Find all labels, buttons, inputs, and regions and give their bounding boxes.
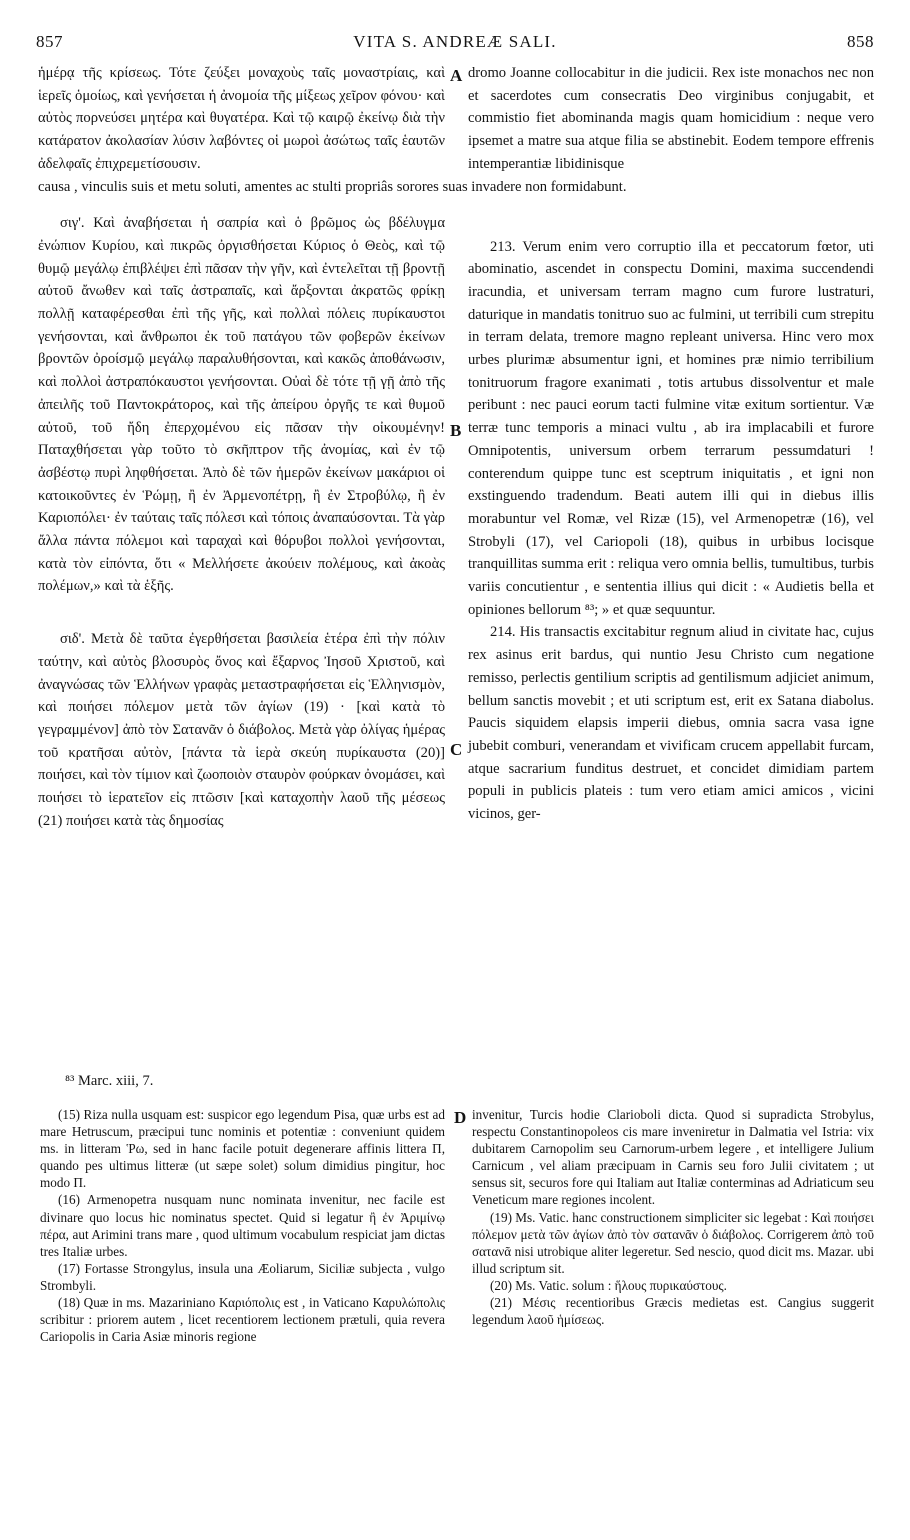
- margin-letter-d: D: [454, 1108, 467, 1127]
- margin-letter-b: B: [450, 421, 462, 440]
- notes-left-column: [40, 1106, 445, 1345]
- running-title: VITA S. ANDREÆ SALI.: [353, 32, 557, 51]
- greek-paragraph-1: ἡμέρᾳ τῆς κρίσεως. Τότε ζεύξει μοναχοὺς ταῖς μοναστρίαις, καὶ ἱερεῖς ὁμοίως, καὶ γενήσεται ἡ ἀνομοία τῆς μίξεως χεῖρον φόνου· καὶ αὐτὸς πορνεύσει μητέρα καὶ θυγατέρα. Καὶ τῷ καιρῷ ἐκείνῳ διὰ τὴν κατάρατον ἀκολασίαν λύσιν λαβόντες οἱ μωροὶ ἀσώτως ταῖς ἑαυτῶν ἀδελφαῖς ἐπιχρεμετίσουσιν.: [38, 65, 445, 172]
- latin-paragraph-213: 213. Verum enim vero corruptio illa et peccatorum fœtor, uti abominatio, ascendet in conspectu Domini, maxima succendendi iracundia, et universam terram magno cum furore lustraturi, daturique in mandatis tonitruo suo ac fulmini, ut terribili cum strepitu in terram delata, tremore magno repleant universa. Hinc vero mox urbes plurimæ absumentur igni, et homines præ nimio terribilium tonitruorum fragore exanimati , totis artubus dissolventur et male peribunt : nec pauci eorum tacti fulmine vitæ exitum sortientur. Væ terræ tunc temporis a minaci vultu , ab ira implacabili et furore Omnipotentis, universum orbem terrarum pessumdaturi ! conterendum quippe tunc est sceptrum iniquitatis , et igni non exstinguendo tradendum. Beati autem illi qui in diebus illis morabuntur vel Romæ, vel Rizæ (15), vel Armenopetræ (16), vel Strobyli (17), vel Cariopoli (18), quibus in urbibus locisque tranquillitas summa erit : reliqua vero omnia bellis, tumultibus, turbis variis concutientur , e sententia illius qui dicit : « Audietis bella et opiniones bellorum ⁸³; » et quæ sequuntur.: [468, 238, 874, 618]
- scripture-footnote: ⁸³ Marc. xiii, 7.: [65, 1073, 154, 1089]
- note-18-continued: invenitur, Turcis hodie Clarioboli dicta. Quod si supradicta Strobylus, respectu Constantinopoleos cis mare inveniretur in Dalmatia vel Istria: vix dubitarem Carnopolim seu Carnorum-urbem legere , et intelligere Julium Carnicum , vel aliam præcipuam in Carnis seu foro Julii civitatem ; ut sensus sit, securos fore qui Italiam aut Italiæ conterminas ad Adriaticum seu Veneticum mare regiones incolent.: [472, 1107, 874, 1208]
- latin-overflow-line: causa , vinculis suis et metu soluti, amentes ac stulti propriâs sorores suas invadere non formidabunt.: [38, 178, 627, 195]
- note-19: (19) Ms. Vatic. hanc constructionem simpliciter sic legebat : Καὶ ποιήσει πόλεμον μετὰ τῶν ἁγίων ἀπὸ τὸν σατανᾶν ὁ διάβολος. Corrigerem ἀπὸ τοῦ σατανᾶ nisi utrobique aliter legeretur. Sed nescio, quod dicit ms. Mazar. ubi illud scriptum sit.: [472, 1209, 874, 1276]
- notes-right-column: [472, 1106, 874, 1328]
- latin-column: [468, 62, 874, 826]
- margin-letter-c: C: [450, 740, 463, 759]
- note-21: (21) Μέσις recentioribus Græcis medietas est. Cangius suggerit legendum λαοῦ ἡμίσεως.: [472, 1295, 874, 1328]
- greek-paragraph-214: σιδ'. Μετὰ δὲ ταῦτα ἐγερθήσεται βασιλεία ἑτέρα ἐπὶ τὴν πόλιν ταύτην, καὶ αὐτὸς βλοσυρὸς ὄνος καὶ ἔξαρνος Ἰησοῦ Χριστοῦ, καὶ ἀναγνώσας τῶν Ἑλλήνων γραφὰς μεταστραφήσεται εἰς Ἑλληνισμὸν, καὶ ποιήσει πόλεμον μετὰ τῶν ἁγίων (19) · [καὶ κατὰ τὸ γεγραμμένον] ἀπὸ τὸν Σατανᾶν ὁ διάβολος. Μετὰ γὰρ ὀλίγας ἡμέρας τοῦ κρατῆσαι αὐτὸν, [πάντα τὰ ἱερὰ σκεύη πυρίκαυστα (20)] ποιήσει, καὶ τὸν τίμιον καὶ ζωοποιὸν σταυρὸν φούρκαν ὀνομάσει, καὶ ποιήσει τὸ ἱερατεῖον εἰς πτῶσιν [καὶ καταχοπὴν λαοῦ τῆς μέσεως (21) ποιήσει κατὰ τὰς δημοσίας: [38, 631, 445, 829]
- page-number-left: 857: [36, 32, 63, 51]
- note-15: (15) Riza nulla usquam est: suspicor ego legendum Pisa, quæ urbs est ad mare Hetruscum, præcipui tunc nominis et potentiæ : conveniunt quidem ms. in litteram Ῥω, sed in hanc facile potuit degenerare affinis littera Π, quando pes ultimus litteræ (ut sæpe solet) solum dimidius pingitur, hoc modo Π.: [40, 1107, 445, 1191]
- running-head: [36, 32, 874, 56]
- margin-letter-a: A: [450, 66, 463, 85]
- note-20: (20) Ms. Vatic. solum : ἥλους πυρικαύστους.: [490, 1277, 727, 1293]
- note-17: (17) Fortasse Strongylus, insula una Æoliarum, Siciliæ subjecta , vulgo Strombyli.: [40, 1260, 445, 1293]
- note-16: (16) Armenopetra nusquam nunc nominata invenitur, nec facile est divinare quo locus hic nominatus spectet. Quid si legatur ἢ ἐν Ἀριμίνῳ πέρα, aut Arimini trans mare , quod ultimum vocabulum respiciat jam dictas tres Italiæ urbes.: [40, 1192, 445, 1259]
- note-18: (18) Quæ in ms. Mazariniano Καριόπολις est , in Vaticano Καρυλώπολις scribitur : priorem autem , licet recentiorem lectionem prætuli, quia revera Cariopolis in Caria Asiæ minoris regione: [40, 1295, 445, 1345]
- page-number-right: 858: [847, 32, 874, 51]
- greek-column: [38, 62, 627, 833]
- latin-paragraph-214: 214. His transactis excitabitur regnum aliud in civitate hac, cujus rex asinus erit bardus, qui nuntio Jesu Christo cum negatione remisso, perlectis gentilium scriptis ad gentilismum adjiciet animum, bellum sanctis movebit ; et uti scriptum est, erit ex Satana diabolus. Paucis siquidem elapsis imperii diebus, omnia sacra vasa igne jubebit comburi, venerandam et vivificam crucem appellabit furcam, atque sacrarium funditus destruet, et concidet dimidiam partem populi in publicis plateis : tum vero etiam amici amicos , vicini vicinos, ger-: [468, 624, 874, 823]
- latin-paragraph-1: dromo Joanne collocabitur in die judicii. Rex iste monachos nec non et sacerdotes cum consecratis Deo virginibus conjugabit, et commistio fiet abominanda magis quam homicidium : neque vero ipsemet a matre sua atque filia se abstinebit. Eodem tempore effrenis intemperantiæ libidinisque: [468, 65, 874, 172]
- greek-paragraph-213: σιγ'. Καὶ ἀναβήσεται ἡ σαπρία καὶ ὁ βρῶμος ὡς βδέλυγμα ἐνώπιον Κυρίου, καὶ πικρῶς ὀργισθήσεται Κύριος ὁ Θεὸς, καὶ τῷ θυμῷ μεγάλῳ ἐπιβλέψει ἐπὶ πᾶσαν τὴν γῆν, καὶ ἐντελεῖται τῇ βροντῇ αὐτοῦ ἄνωθεν καὶ ταῖς ἀστραπαῖς, καὶ ἄρξονται ἀκρατῶς φρίκῃ πολλῇ καταφέρεσθαι ἐπὶ τῆς γῆς, καὶ πολλαὶ πόλεις πυρίκαυστοι γενήσονται, καὶ ἄνθρωποι ἐκ τοῦ πατάγου τῶν φοβερῶν ἐκείνων βροντῶν ὀροίσμῷ μεγάλῳ παραλυθήσονται, καὶ κακῶς ἀποθάνωσιν, καὶ πολλοὶ ἀστραπόκαυστοι γενήσονται. Οὐαὶ δὲ τότε τῇ γῇ ἀπὸ τῆς ἀπειλῆς τοῦ Παντοκράτορος, καὶ τῆς ἀπείρου ὀργῆς τε καὶ θυμοῦ αὐτοῦ, τοῦ ἤδη ἐπερχομένου εἰς πᾶσαν τὴν οἰκουμένην! Παταχθήσεται γὰρ τοῦτο τὸ σκῆπτρον τῆς ἀνομίας, καὶ ἐν τῷ ἀσβέστῳ πυρὶ ληφθήσεται. Ἀπὸ δὲ τῶν ἡμερῶν ἐκείνων μακάριοι οἱ κατοικοῦντες ἐν Ῥώμῃ, ἢ ἐν Ἀρμενοπέτρῃ, ἢ ἐν Στροβύλῳ, ἢ ἐν Καριοπόλει· ἐν ταύταις ταῖς πόλεσι καὶ τόποις ἀναπαύσονται. Τὰ γὰρ ἄλλα πάντα πόλεμοι καὶ ταραχαὶ καὶ θόρυβοι πολλοὶ γενήσονται, κατὰ τὸν εἰπόντα, ὅτι « Μελλήσετε ἀκούειν πολέμους, καὶ ἀκοὰς πολέμων,» καὶ τὰ ἑξῆς.: [38, 215, 445, 595]
